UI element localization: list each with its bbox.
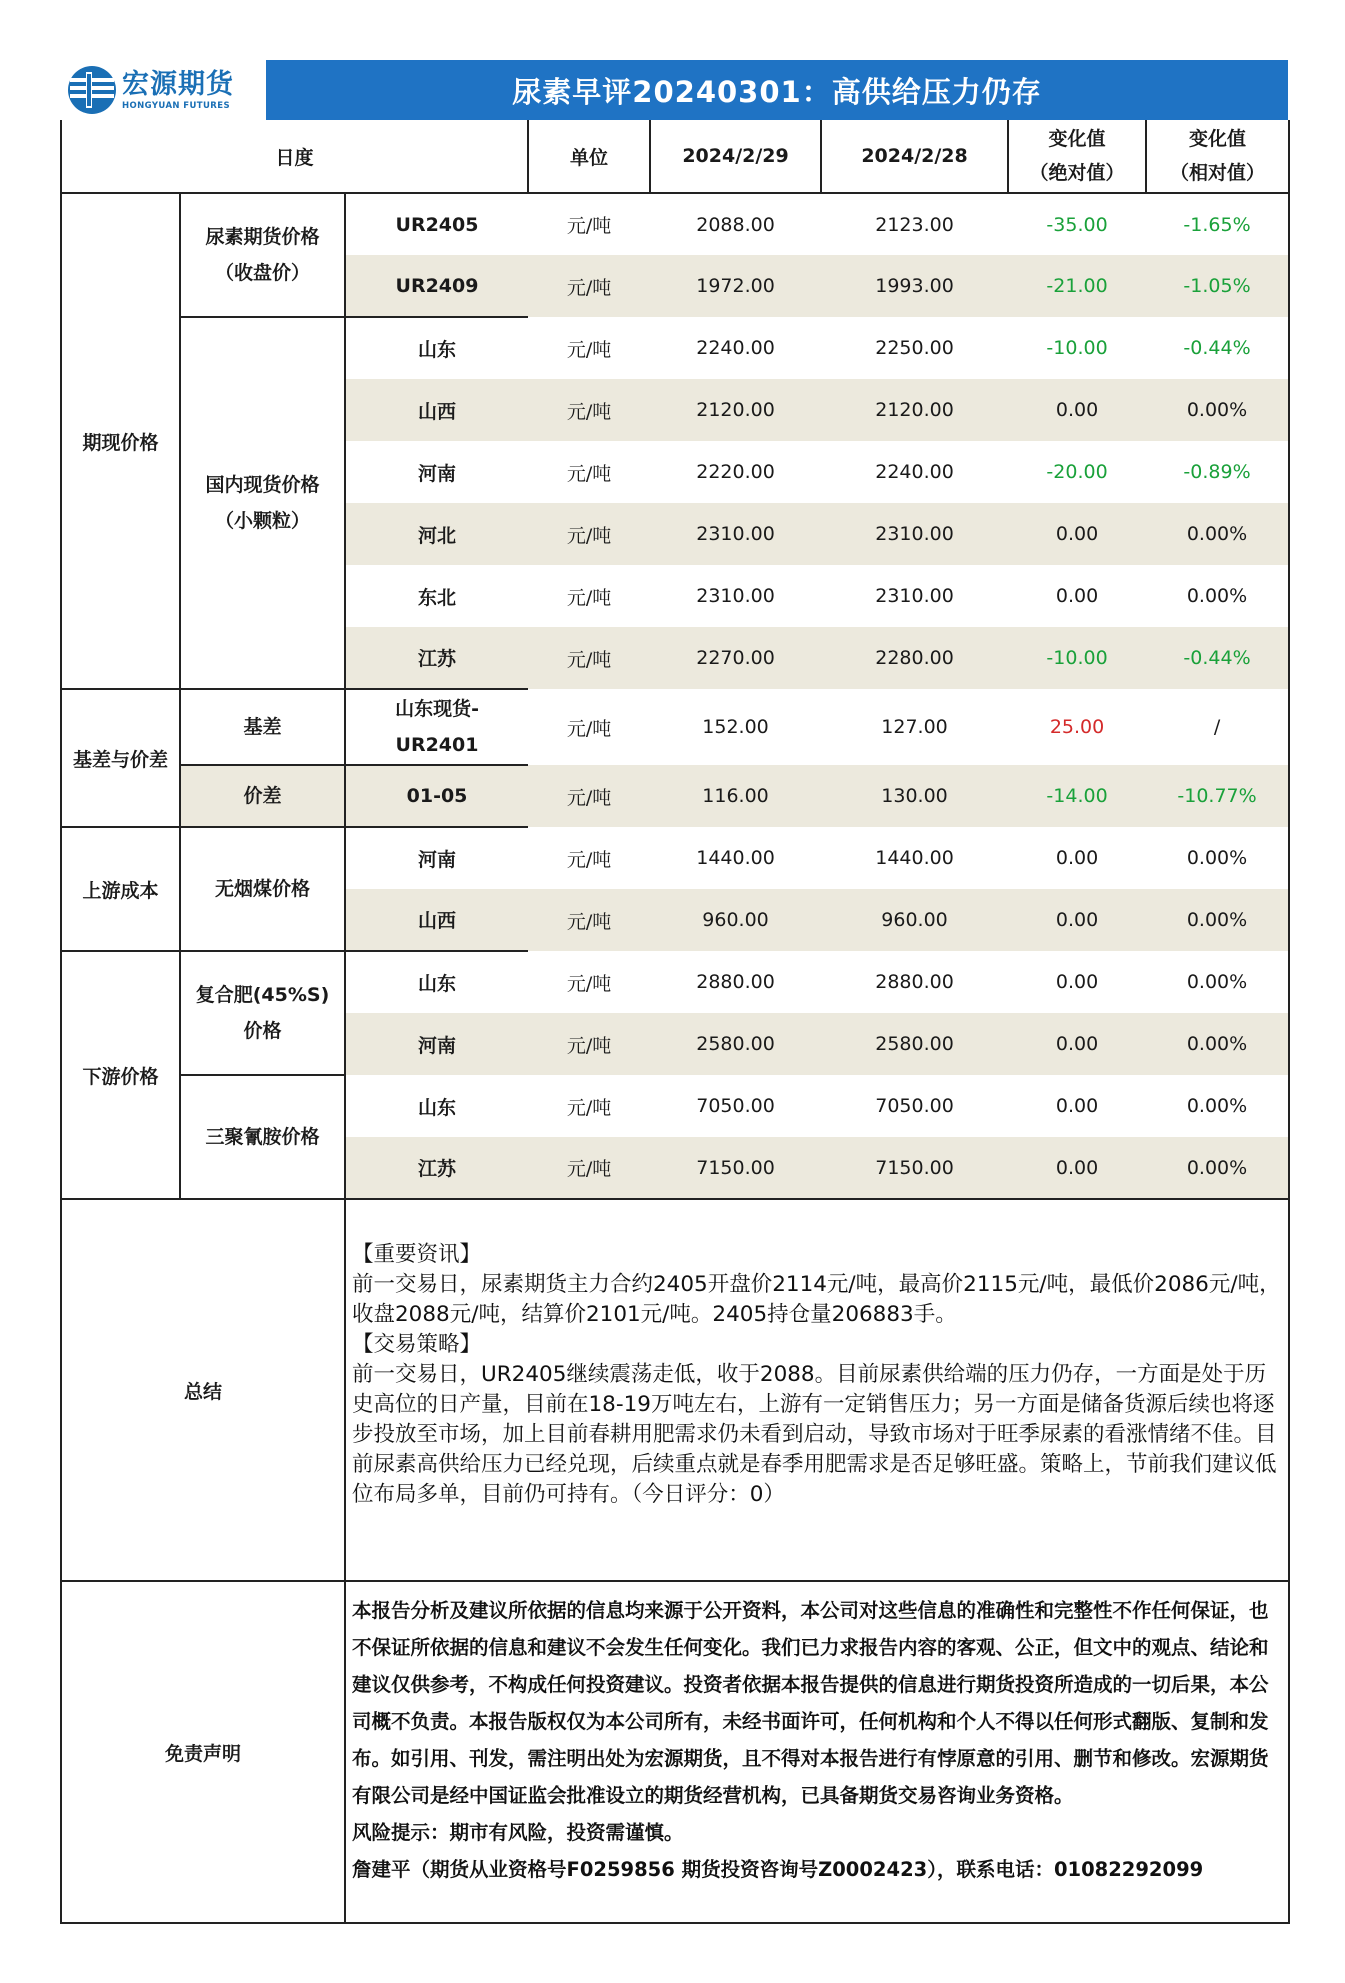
row-value-date2: 130.00 [881,785,948,807]
subcategory-futures-price: 尿素期货价格 （收盘价） [180,193,345,317]
col-header-abs-change: 变化值 （绝对值） [1008,120,1146,193]
row-value-date2: 2250.00 [875,337,954,359]
row-item: 山东 [418,339,457,361]
table-row [61,951,1289,1013]
col-header-date2: 2024/2/28 [821,120,1008,193]
hongyuan-logo-icon [66,64,118,116]
row-rel-change: -10.77% [1146,765,1289,827]
row-value-date1: 152.00 [702,716,769,738]
summary-news-text: 前一交易日，尿素期货主力合约2405开盘价2114元/吨，最高价2115元/吨，最低价2086元/吨，收盘2088元/吨，结算价2101元/吨。2405持仓量206883手。 [352,1272,1281,1327]
row-unit: 元/吨 [566,717,612,740]
category-upstream-cost: 上游成本 [61,827,180,951]
row-item: 河南 [418,1034,457,1057]
category-spot-futures: 期现价格 [61,193,180,689]
report-header [60,60,1288,120]
row-abs-change: -20.00 [1046,461,1108,483]
row-unit: 元/吨 [566,786,612,809]
row-value-date2: 1440.00 [875,847,954,869]
row-value-date1: 2220.00 [696,461,775,483]
subcategory-spread: 价差 [180,765,345,827]
row-item: 江苏 [345,627,528,689]
summary-heading-news: 【重要资讯】 [352,1242,482,1267]
row-value-date1: 2120.00 [696,399,775,421]
row-value-date1: 2270.00 [696,647,775,669]
row-unit: 元/吨 [566,910,612,933]
row-value-date1: 2880.00 [696,971,775,993]
row-abs-change: 0.00 [1055,399,1099,421]
risk-warning: 风险提示：期市有风险，投资需谨慎。 [352,1821,684,1844]
row-abs-change: -14.00 [1046,785,1108,807]
row-value-date1: 1972.00 [696,275,775,297]
col-header-unit: 单位 [528,120,650,193]
row-value-date1: 2580.00 [696,1033,775,1055]
disclaimer-row [61,1581,1289,1923]
row-unit: 元/吨 [566,648,612,671]
row-item: UR2409 [345,255,528,317]
row-abs-change: 0.00 [1055,585,1099,607]
row-value-date1: 2240.00 [696,337,775,359]
summary-row [61,1199,1289,1581]
row-unit: 元/吨 [566,462,612,485]
row-item: 山西 [345,889,528,951]
row-value-date2: 2123.00 [875,213,954,236]
col-header-period: 日度 [61,120,528,193]
row-abs-change: -10.00 [1046,647,1108,669]
row-item: 河北 [418,524,457,547]
row-value-date1: 2088.00 [696,213,775,236]
report-title: 尿素早评20240301：高供给压力仍存 [266,60,1288,120]
row-abs-change: -21.00 [1046,275,1108,297]
company-logo [60,60,266,120]
row-unit: 元/吨 [566,1034,612,1057]
row-item: 东北 [418,586,457,609]
row-rel-change: -1.05% [1146,255,1289,317]
row-value-date2: 2280.00 [875,647,954,669]
row-abs-change: 25.00 [1049,716,1105,738]
row-item: 江苏 [345,1137,528,1199]
row-item: 河南 [418,849,457,871]
col-header-rel-change: 变化值 （相对值） [1146,120,1289,193]
row-value-date1: 1440.00 [696,847,775,869]
disclaimer-label: 免责声明 [61,1581,345,1923]
row-rel-change: -1.65% [1146,193,1289,255]
row-rel-change: 0.00% [1146,1137,1289,1199]
row-item: 山东 [418,1096,457,1119]
summary-label: 总结 [61,1199,345,1581]
row-abs-change: -10.00 [1046,337,1108,359]
row-value-date1: 7050.00 [696,1095,775,1117]
row-abs-change: 0.00 [1055,523,1099,545]
row-unit: 元/吨 [566,400,612,423]
row-item: UR2405 [395,213,479,236]
logo-cn-text: 宏源期货 [122,69,234,100]
table-row [61,689,1289,765]
report-page [60,60,1288,1924]
row-unit: 元/吨 [566,1096,612,1119]
summary-strategy-text: 前一交易日，UR2405继续震荡走低，收于2088。目前尿素供给端的压力仍存，一方面是处于历史高位的日产量，目前在18-19万吨左右，上游有一定销售压力；另一方面是储备货源后续也将逐步投放至市场，加上目前春耕用肥需求仍未看到启动，导致市场对于旺季尿素的看涨情绪不佳。目前尿素高供给压力已经兑现，后续重点就是春季用肥需求是否足够旺盛。策略上，节前我们建议低位布局多单，目前仍可持有。（今日评分：0） [352,1362,1277,1507]
row-value-date2: 2310.00 [875,523,954,545]
row-value-date2: 2120.00 [875,399,954,421]
row-item: 山西 [418,400,457,423]
col-header-date1: 2024/2/29 [650,120,821,193]
subcategory-anthracite: 无烟煤价格 [180,827,345,951]
row-value-date2: 7150.00 [821,1137,1008,1199]
row-unit: 元/吨 [528,1137,650,1199]
row-unit: 元/吨 [566,848,612,871]
row-abs-change: 0.00 [1055,847,1099,869]
summary-content [345,1199,1289,1581]
row-rel-change: -0.44% [1146,627,1289,689]
row-item: 河南 [418,462,457,485]
analyst-contact: 詹建平（期货从业资格号F0259856 期货投资咨询号Z0002423），联系电话：01082292099 [352,1858,1204,1881]
table-header-row [61,120,1289,193]
row-rel-change: 0.00% [1146,379,1289,441]
row-value-date2: 7050.00 [875,1095,954,1117]
row-rel-change: / [1146,689,1289,765]
table-row [61,193,1289,255]
row-abs-change: 0.00 [1055,1033,1099,1055]
row-abs-change: -35.00 [1046,213,1108,236]
row-value-date2: 960.00 [881,909,948,931]
row-rel-change: 0.00% [1146,889,1289,951]
subcategory-domestic-spot: 国内现货价格 （小颗粒） [180,317,345,689]
row-value-date1: 2310.00 [696,523,775,545]
disclaimer-text: 本报告分析及建议所依据的信息均来源于公开资料，本公司对这些信息的准确性和完整性不作任何保证，也不保证所依据的信息和建议不会发生任何变化。我们已力求报告内容的客观、公正，但文中的观点、结论和建议仅供参考，不构成任何投资建议。投资者依据本报告提供的信息进行期货投资所造成的一切后果，本公司概不负责。本报告版权仅为本公司所有，未经书面许可，任何机构和个人不得以任何形式翻版、复制和发布。如引用、刊发，需注明出处为宏源期货，且不得对本报告进行有悖原意的引用、删节和修改。宏源期货有限公司是经中国证监会批准设立的期货经营机构，已具备期货交易咨询业务资格。 [352,1599,1269,1807]
row-unit: 元/吨 [566,215,612,237]
row-value-date2: 2880.00 [875,971,954,993]
row-unit: 元/吨 [566,524,612,547]
subcategory-melamine: 三聚氰胺价格 [180,1075,345,1199]
row-unit: 元/吨 [566,276,612,299]
subcategory-compound-fertilizer: 复合肥(45%S) 价格 [180,951,345,1075]
row-value-date2: 127.00 [881,716,948,738]
row-value-date1: 960.00 [702,909,769,931]
disclaimer-content [345,1581,1289,1923]
row-abs-change: 0.00 [1008,1137,1146,1199]
row-item: 山东 [418,973,457,995]
row-rel-change: 0.00% [1146,951,1289,1013]
row-value-date2: 2580.00 [875,1033,954,1055]
table-row [61,317,1289,379]
subcategory-basis: 基差 [180,689,345,765]
row-unit: 元/吨 [566,972,612,995]
category-downstream: 下游价格 [61,951,180,1199]
table-row [61,765,1289,827]
row-value-date1: 116.00 [702,785,769,807]
row-value-date2: 1993.00 [875,275,954,297]
row-rel-change: 0.00% [1146,1013,1289,1075]
row-value-date1: 2310.00 [696,585,775,607]
row-value-date2: 2240.00 [875,461,954,483]
row-rel-change: -0.89% [1146,441,1289,503]
row-rel-change: 0.00% [1146,827,1289,889]
table-row [61,1075,1289,1137]
row-rel-change: 0.00% [1146,565,1289,627]
summary-heading-strategy: 【交易策略】 [352,1332,482,1357]
category-basis-spread: 基差与价差 [61,689,180,827]
row-item: 01-05 [345,765,528,827]
price-table [60,120,1290,1924]
row-value-date2: 2310.00 [875,585,954,607]
row-rel-change: 0.00% [1146,503,1289,565]
row-unit: 元/吨 [566,586,612,609]
row-rel-change: 0.00% [1146,1075,1289,1137]
row-abs-change: 0.00 [1055,971,1099,993]
row-rel-change: -0.44% [1146,317,1289,379]
table-row [61,827,1289,889]
row-abs-change: 0.00 [1055,1095,1099,1117]
row-abs-change: 0.00 [1055,909,1099,931]
row-value-date1: 7150.00 [650,1137,821,1199]
row-unit: 元/吨 [566,338,612,361]
logo-en-text: HONGYUAN FUTURES [122,101,230,111]
row-item: 山东现货- UR2401 [345,689,528,765]
